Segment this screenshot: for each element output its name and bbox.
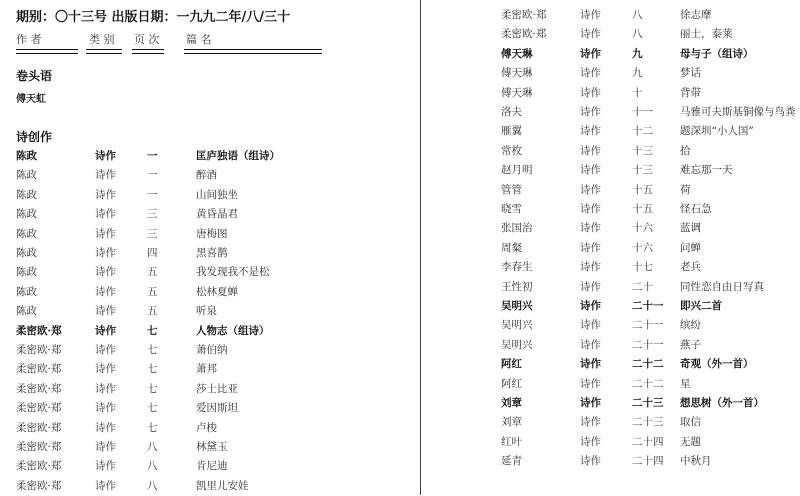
preface-author: 傅天虹 — [16, 94, 46, 105]
toc-entry-title: 梦话 — [680, 67, 701, 80]
column-header-title: 篇 名 — [186, 33, 212, 46]
toc-entry-author: 李春生 — [501, 261, 533, 274]
toc-entry-title: 母与子（组诗） — [680, 47, 754, 60]
toc-entry-category: 诗作 — [95, 479, 116, 492]
toc-entry-category: 诗作 — [580, 280, 601, 293]
toc-entry-page: 十五 — [632, 183, 653, 196]
toc-entry-author: 陈政 — [16, 150, 37, 162]
toc-entry-category: 诗作 — [580, 241, 601, 254]
toc-entry-author: 陈政 — [16, 208, 37, 221]
toc-entry-title: 萧伯纳 — [196, 344, 228, 356]
toc-entry-author: 常枚 — [501, 144, 522, 157]
toc-entry-page: 五 — [147, 285, 158, 298]
toc-entry-page: 八 — [147, 460, 158, 473]
toc-entry-category: 诗作 — [580, 125, 601, 138]
toc-entry-title: 徐志摩 — [680, 9, 712, 21]
toc-entry-author: 傅天琳 — [501, 47, 533, 60]
toc-entry-title: 无题 — [680, 435, 701, 448]
toc-entry-author: 吴明兴 — [501, 338, 533, 351]
toc-entry-title: 肯尼迪 — [196, 460, 228, 473]
toc-entry-title: 中秋月 — [680, 455, 712, 468]
rule-page — [132, 49, 164, 54]
toc-entry-category: 诗作 — [580, 106, 601, 118]
toc-entry-author: 陈政 — [16, 285, 37, 298]
toc-entry-author: 柔密欧·郑 — [16, 402, 62, 415]
toc-entry-title: 马雅可夫斯基铜像与鸟粪 — [680, 106, 796, 118]
toc-entry-author: 陈政 — [16, 169, 37, 182]
toc-entry-title: 即兴二首 — [680, 300, 722, 312]
toc-entry-page: 十五 — [632, 203, 653, 215]
toc-entry-title: 唐梅图 — [196, 227, 228, 240]
toc-entry-category: 诗作 — [95, 460, 116, 473]
toc-entry-title: 松林夏蝉 — [196, 285, 238, 298]
toc-entry-category: 诗作 — [580, 338, 601, 351]
toc-entry-category: 诗作 — [580, 319, 601, 332]
toc-entry-category: 诗作 — [580, 222, 601, 235]
toc-entry-title: 黄昏晶君 — [196, 208, 238, 221]
toc-entry-category: 诗作 — [580, 397, 601, 409]
toc-entry-title: 丽士，泰莱 — [680, 28, 733, 41]
toc-entry-author: 柔密欧·郑 — [16, 324, 62, 337]
toc-entry-title: 怪石急 — [680, 203, 712, 215]
column-divider — [420, 0, 421, 495]
toc-entry-page: 三 — [147, 208, 158, 221]
toc-entry-author: 陈政 — [16, 247, 37, 259]
toc-entry-category: 诗作 — [95, 382, 116, 395]
toc-entry-page: 九 — [632, 47, 643, 60]
toc-entry-author: 陈政 — [16, 227, 37, 240]
toc-entry-page: 八 — [147, 441, 158, 453]
toc-entry-author: 刘章 — [501, 397, 522, 409]
toc-entry-title: 燕子 — [680, 338, 701, 351]
toc-entry-author: 红叶 — [501, 435, 522, 448]
toc-entry-title: 林黛玉 — [196, 441, 228, 453]
toc-entry-author: 王性初 — [501, 280, 533, 293]
toc-entry-page: 十 — [632, 86, 643, 99]
toc-entry-category: 诗作 — [580, 358, 601, 371]
toc-entry-category: 诗作 — [95, 402, 116, 415]
toc-entry-category: 诗作 — [95, 363, 116, 376]
toc-entry-category: 诗作 — [580, 47, 601, 60]
toc-entry-title: 背带 — [680, 86, 701, 99]
toc-entry-page: 三 — [147, 227, 158, 240]
toc-entry-category: 诗作 — [580, 261, 601, 274]
column-header-author: 作 者 — [16, 33, 42, 46]
toc-entry-page: 十二 — [632, 125, 653, 138]
toc-entry-page: 二十一 — [632, 319, 664, 332]
section-title-preface: 卷头语 — [16, 69, 53, 83]
toc-entry-author: 吴明兴 — [501, 300, 533, 312]
toc-entry-page: 一 — [147, 169, 158, 182]
toc-entry-page: 七 — [147, 363, 158, 376]
toc-entry-title: 同性恋自由日写真 — [680, 280, 764, 293]
toc-entry-page: 十六 — [632, 222, 653, 235]
toc-entry-page: 七 — [147, 324, 158, 337]
toc-entry-category: 诗作 — [95, 169, 116, 182]
column-header-category: 类 别 — [89, 33, 115, 46]
toc-entry-author: 吴明兴 — [501, 319, 533, 332]
toc-entry-title: 星 — [680, 377, 691, 390]
rule-title — [184, 49, 322, 54]
toc-entry-page: 十三 — [632, 144, 653, 157]
toc-entry-page: 一 — [147, 150, 158, 162]
toc-entry-title: 匡庐独语（组诗） — [196, 150, 280, 162]
toc-entry-category: 诗作 — [580, 67, 601, 80]
toc-entry-author: 陈政 — [16, 188, 37, 201]
toc-entry-page: 八 — [632, 28, 643, 41]
toc-entry-category: 诗作 — [580, 28, 601, 41]
toc-entry-category: 诗作 — [580, 377, 601, 390]
toc-entry-page: 十一 — [632, 106, 653, 118]
toc-entry-category: 诗作 — [95, 285, 116, 298]
toc-entry-author: 管管 — [501, 183, 522, 196]
toc-entry-title: 奇观（外一首） — [680, 358, 754, 371]
toc-entry-author: 阿红 — [501, 377, 522, 390]
toc-entry-title: 缤纷 — [680, 319, 701, 332]
toc-entry-author: 洛夫 — [501, 106, 522, 118]
toc-entry-page: 七 — [147, 382, 158, 395]
toc-entry-page: 八 — [632, 9, 643, 21]
toc-entry-author: 雁翼 — [501, 125, 522, 138]
toc-entry-author: 陈政 — [16, 305, 37, 318]
toc-entry-title: 爱因斯坦 — [196, 402, 238, 415]
toc-entry-category: 诗作 — [580, 455, 601, 468]
toc-entry-page: 九 — [632, 67, 643, 80]
toc-entry-title: 萧邦 — [196, 363, 217, 376]
toc-entry-title: 黑喜鹊 — [196, 247, 228, 259]
toc-entry-author: 晓雪 — [501, 203, 522, 215]
rule-category — [86, 49, 122, 54]
toc-entry-category: 诗作 — [580, 203, 601, 215]
toc-entry-title: 人物志（组诗） — [196, 324, 270, 337]
toc-entry-title: 山间独坐 — [196, 188, 238, 201]
toc-entry-author: 柔密欧·郑 — [16, 460, 62, 473]
toc-entry-page: 一 — [147, 188, 158, 201]
toc-entry-title: 想思树（外一首） — [680, 397, 764, 409]
toc-entry-category: 诗作 — [95, 421, 116, 434]
toc-entry-title: 题深圳“小人国” — [680, 125, 754, 138]
toc-entry-author: 柔密欧·郑 — [16, 344, 62, 356]
toc-entry-page: 七 — [147, 402, 158, 415]
toc-entry-category: 诗作 — [95, 324, 116, 337]
toc-entry-author: 柔密欧·郑 — [501, 9, 547, 21]
toc-entry-category: 诗作 — [95, 441, 116, 453]
toc-entry-category: 诗作 — [95, 266, 116, 279]
toc-entry-author: 刘章 — [501, 416, 522, 429]
toc-entry-page: 七 — [147, 421, 158, 434]
toc-entry-category: 诗作 — [580, 144, 601, 157]
toc-entry-page: 四 — [147, 247, 158, 259]
toc-entry-category: 诗作 — [95, 344, 116, 356]
toc-entry-page: 五 — [147, 305, 158, 318]
toc-entry-author: 柔密欧·郑 — [16, 421, 62, 434]
toc-entry-page: 八 — [147, 479, 158, 492]
toc-entry-author: 延青 — [501, 455, 522, 468]
toc-entry-category: 诗作 — [95, 208, 116, 221]
column-header-page: 页 次 — [134, 33, 160, 46]
toc-entry-title: 拾 — [680, 144, 691, 157]
toc-entry-category: 诗作 — [95, 247, 116, 259]
toc-entry-author: 傅天琳 — [501, 67, 533, 80]
toc-entry-category: 诗作 — [580, 9, 601, 21]
toc-entry-page: 十七 — [632, 261, 653, 274]
toc-entry-author: 柔密欧·郑 — [501, 28, 547, 41]
toc-entry-category: 诗作 — [95, 188, 116, 201]
toc-entry-category: 诗作 — [580, 300, 601, 312]
issue-header: 期别：〇十三号 出版日期：一九九二年/八/三十 — [16, 10, 291, 25]
toc-entry-title: 老兵 — [680, 261, 701, 274]
toc-entry-category: 诗作 — [580, 183, 601, 196]
toc-entry-page: 二十一 — [632, 338, 664, 351]
toc-entry-page: 二十一 — [632, 300, 664, 312]
toc-entry-author: 张国治 — [501, 222, 533, 235]
toc-entry-title: 凯里儿安娃 — [196, 479, 249, 492]
toc-entry-page: 二十四 — [632, 455, 664, 468]
toc-entry-category: 诗作 — [580, 86, 601, 99]
toc-entry-page: 二十三 — [632, 397, 664, 409]
rule-author — [16, 49, 78, 54]
toc-entry-author: 柔密欧·郑 — [16, 441, 62, 453]
toc-entry-category: 诗作 — [580, 416, 601, 429]
toc-entry-title: 醉酒 — [196, 169, 217, 182]
toc-entry-page: 五 — [147, 266, 158, 279]
toc-entry-title: 取信 — [680, 416, 701, 429]
toc-entry-author: 阿红 — [501, 358, 522, 371]
toc-entry-page: 二十二 — [632, 358, 664, 371]
toc-entry-category: 诗作 — [95, 305, 116, 318]
toc-entry-category: 诗作 — [95, 150, 116, 162]
toc-entry-category: 诗作 — [95, 227, 116, 240]
toc-entry-title: 我发现我不是松 — [196, 266, 270, 279]
toc-entry-title: 难忘那一天 — [680, 164, 733, 177]
toc-entry-category: 诗作 — [580, 435, 601, 448]
toc-entry-author: 柔密欧·郑 — [16, 363, 62, 376]
toc-entry-title: 莎士比亚 — [196, 382, 238, 395]
toc-entry-author: 赵月明 — [501, 164, 533, 177]
toc-entry-author: 柔密欧·郑 — [16, 382, 62, 395]
toc-entry-title: 卢梭 — [196, 421, 217, 434]
toc-entry-title: 听泉 — [196, 305, 217, 318]
toc-entry-page: 二十 — [632, 280, 653, 293]
toc-entry-category: 诗作 — [580, 164, 601, 177]
toc-entry-author: 傅天琳 — [501, 86, 533, 99]
toc-entry-page: 二十三 — [632, 416, 664, 429]
toc-entry-title: 荷 — [680, 183, 691, 196]
toc-entry-title: 蓝调 — [680, 222, 701, 235]
toc-entry-page: 二十二 — [632, 377, 664, 390]
toc-entry-page: 十六 — [632, 241, 653, 254]
toc-entry-author: 柔密欧·郑 — [16, 479, 62, 492]
toc-entry-author: 陈政 — [16, 266, 37, 279]
section-title-poetry: 诗创作 — [16, 130, 53, 144]
toc-entry-title: 问蝉 — [680, 241, 701, 254]
toc-entry-page: 七 — [147, 344, 158, 356]
toc-entry-author: 周粲 — [501, 241, 522, 254]
toc-entry-page: 十三 — [632, 164, 653, 177]
toc-entry-page: 二十四 — [632, 435, 664, 448]
